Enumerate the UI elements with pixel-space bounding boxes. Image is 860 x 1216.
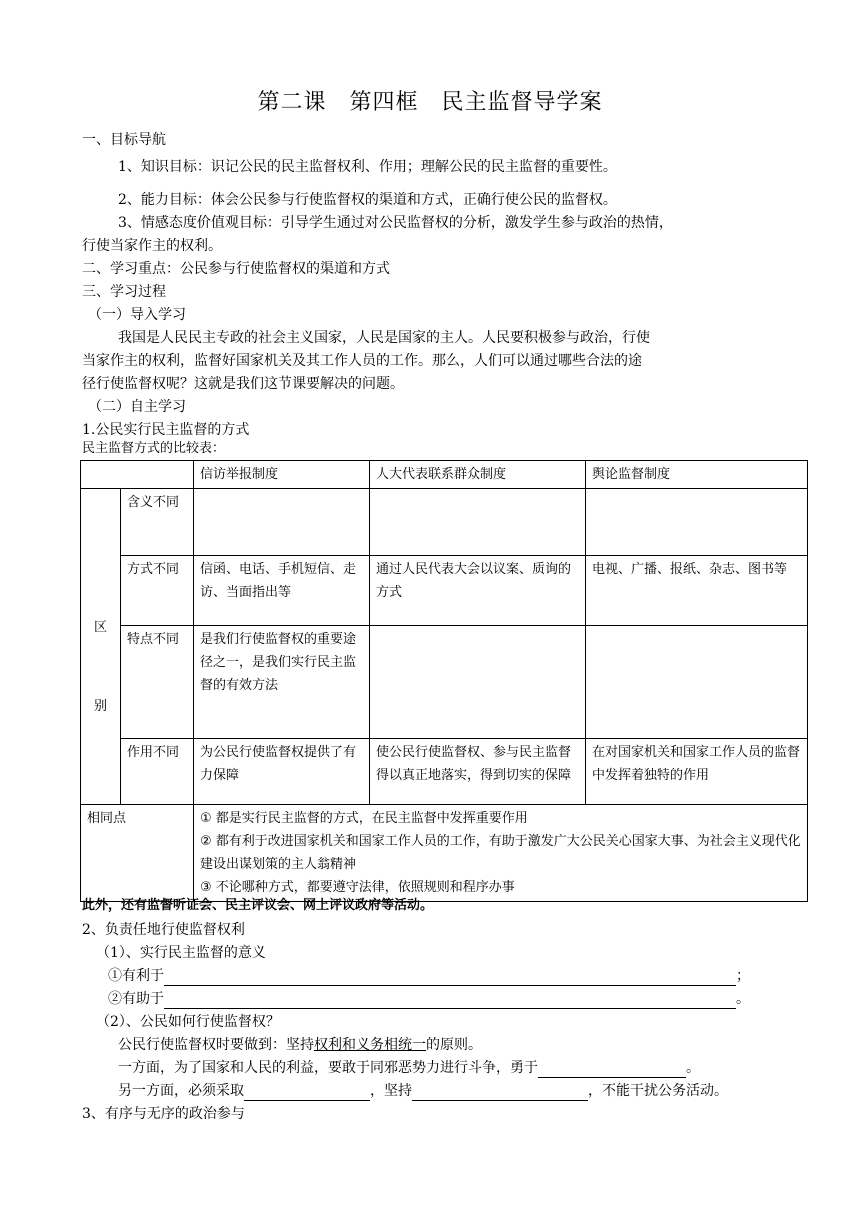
table-caption: 民主监督方式的比较表： <box>82 441 226 456</box>
intro-paragraph-line3: 径行使监督权呢？这就是我们这节课要解决的问题。 <box>82 376 404 392</box>
same-point: ③ 不论哪种方式，都要遵守法律，依照规则和程序办事 <box>200 880 515 895</box>
group-label-cell <box>81 489 121 805</box>
fill-blank-line-2 <box>108 989 750 1009</box>
table-cell: 信函、电话、手机短信、走访、当面指出等 <box>194 556 370 626</box>
row-label: 含义不同 <box>121 489 194 556</box>
section-heading-focus: 二、学习重点：公民参与行使监督权的渠道和方式 <box>82 261 390 277</box>
table-cell: 为公民行使监督权提供了有力保障 <box>194 739 370 805</box>
row-label: 特点不同 <box>121 626 194 739</box>
section-heading-process: 三、学习过程 <box>82 284 166 300</box>
table-cell <box>194 489 370 556</box>
how-line-3 <box>118 1081 728 1101</box>
answer-blank[interactable] <box>412 1084 588 1101</box>
table-cell <box>370 489 586 556</box>
fill-blank-label: ①有利于 <box>108 968 164 984</box>
intro-paragraph-line1: 我国是人民民主专政的社会主义国家，人民是国家的主人。人民要积极参与政治，行使 <box>118 330 650 346</box>
table-row <box>81 556 808 626</box>
table-header-row <box>81 461 808 489</box>
item2-heading: 2、负责任地行使监督权利 <box>82 922 245 938</box>
how-text: 公民行使监督权时要做到：坚持 <box>118 1037 314 1053</box>
table-corner-cell <box>81 461 194 489</box>
additional-activities-note: 此外，还有监督听证会、民主评议会、网上评议政府等活动。 <box>82 898 434 913</box>
same-point: ① 都是实行民主监督的方式，在民主监督中发挥重要作用 <box>200 811 528 826</box>
answer-blank[interactable] <box>164 969 736 986</box>
how-line-2 <box>118 1058 700 1078</box>
how-text: 。 <box>686 1060 700 1076</box>
table-cell <box>586 489 808 556</box>
table-cell: 在对国家机关和国家工作人员的监督中发挥着独特的作用 <box>586 739 808 805</box>
fill-blank-end: ； <box>736 968 750 984</box>
page-title: 第二课 第四框 民主监督导学案 <box>257 90 603 115</box>
table-cell <box>586 626 808 739</box>
table-cell: 电视、广播、报纸、杂志、图书等 <box>586 556 808 626</box>
answer-blank[interactable] <box>538 1061 686 1078</box>
subsection-significance: （1）、实行民主监督的意义 <box>96 945 266 961</box>
fill-blank-line-1 <box>108 966 750 986</box>
table-row-same <box>81 805 808 902</box>
fill-blank-label: ②有助于 <box>108 991 164 1007</box>
table-cell: 是我们行使监督权的重要途径之一，是我们实行民主监督的有效方法 <box>194 626 370 739</box>
table-header: 信访举报制度 <box>194 461 370 489</box>
comparison-table <box>80 460 808 902</box>
table-row <box>81 626 808 739</box>
goal-attitude-line2: 行使当家作主的权利。 <box>82 238 222 254</box>
table-header: 舆论监督制度 <box>586 461 808 489</box>
goal-knowledge: 1、知识目标：识记公民的民主监督权利、作用；理解公民的民主监督的重要性。 <box>118 159 617 175</box>
same-points-label: 相同点 <box>81 805 194 902</box>
item3-heading: 3、有序与无序的政治参与 <box>82 1106 245 1122</box>
subsection-how: （2）、公民如何行使监督权？ <box>96 1014 280 1030</box>
intro-paragraph-line2: 当家作主的权利，监督好国家机关及其工作人员的工作。那么，人们可以通过哪些合法的途 <box>82 353 642 369</box>
item1-heading: 1.公民实行民主监督的方式 <box>82 422 250 438</box>
group-label-top: 区 <box>93 619 107 635</box>
row-label: 作用不同 <box>121 739 194 805</box>
subsection-intro: （一）导入学习 <box>88 307 186 323</box>
row-label: 方式不同 <box>121 556 194 626</box>
how-text: 另一方面，必须采取 <box>118 1083 244 1099</box>
answer-blank[interactable] <box>164 992 736 1009</box>
section-heading-goals: 一、目标导航 <box>82 132 166 148</box>
goal-ability: 2、能力目标：体会公民参与行使监督权的渠道和方式，正确行使公民的监督权。 <box>118 192 617 208</box>
subsection-self-study: （二）自主学习 <box>88 399 186 415</box>
how-text: ，不能干扰公务活动。 <box>588 1083 728 1099</box>
goal-attitude-line1: 3、情感态度价值观目标：引导学生通过对公民监督权的分析，激发学生参与政治的热情， <box>118 215 673 231</box>
fill-blank-end: 。 <box>736 991 750 1007</box>
table-row <box>81 739 808 805</box>
table-row <box>81 489 808 556</box>
same-points-cell <box>194 805 808 902</box>
how-text: ，坚持 <box>370 1083 412 1099</box>
how-text: 一方面，为了国家和人民的利益，要敢于同邪恶势力进行斗争，勇于 <box>118 1060 538 1076</box>
group-label-bottom: 别 <box>93 698 107 714</box>
underlined-answer: 权利和义务相统一 <box>314 1037 426 1053</box>
how-text: 的原则。 <box>426 1037 482 1053</box>
table-header: 人大代表联系群众制度 <box>370 461 586 489</box>
same-point: ② 都有利于改进国家机关和国家工作人员的工作，有助于激发广大公民关心国家大事、为社会主义现代化建设出谋划策的主人翁精神 <box>200 834 801 872</box>
how-line-1 <box>118 1035 482 1055</box>
table-cell <box>370 626 586 739</box>
answer-blank[interactable] <box>244 1084 370 1101</box>
table-cell: 使公民行使监督权、参与民主监督得以真正地落实，得到切实的保障 <box>370 739 586 805</box>
table-cell: 通过人民代表大会以议案、质询的方式 <box>370 556 586 626</box>
